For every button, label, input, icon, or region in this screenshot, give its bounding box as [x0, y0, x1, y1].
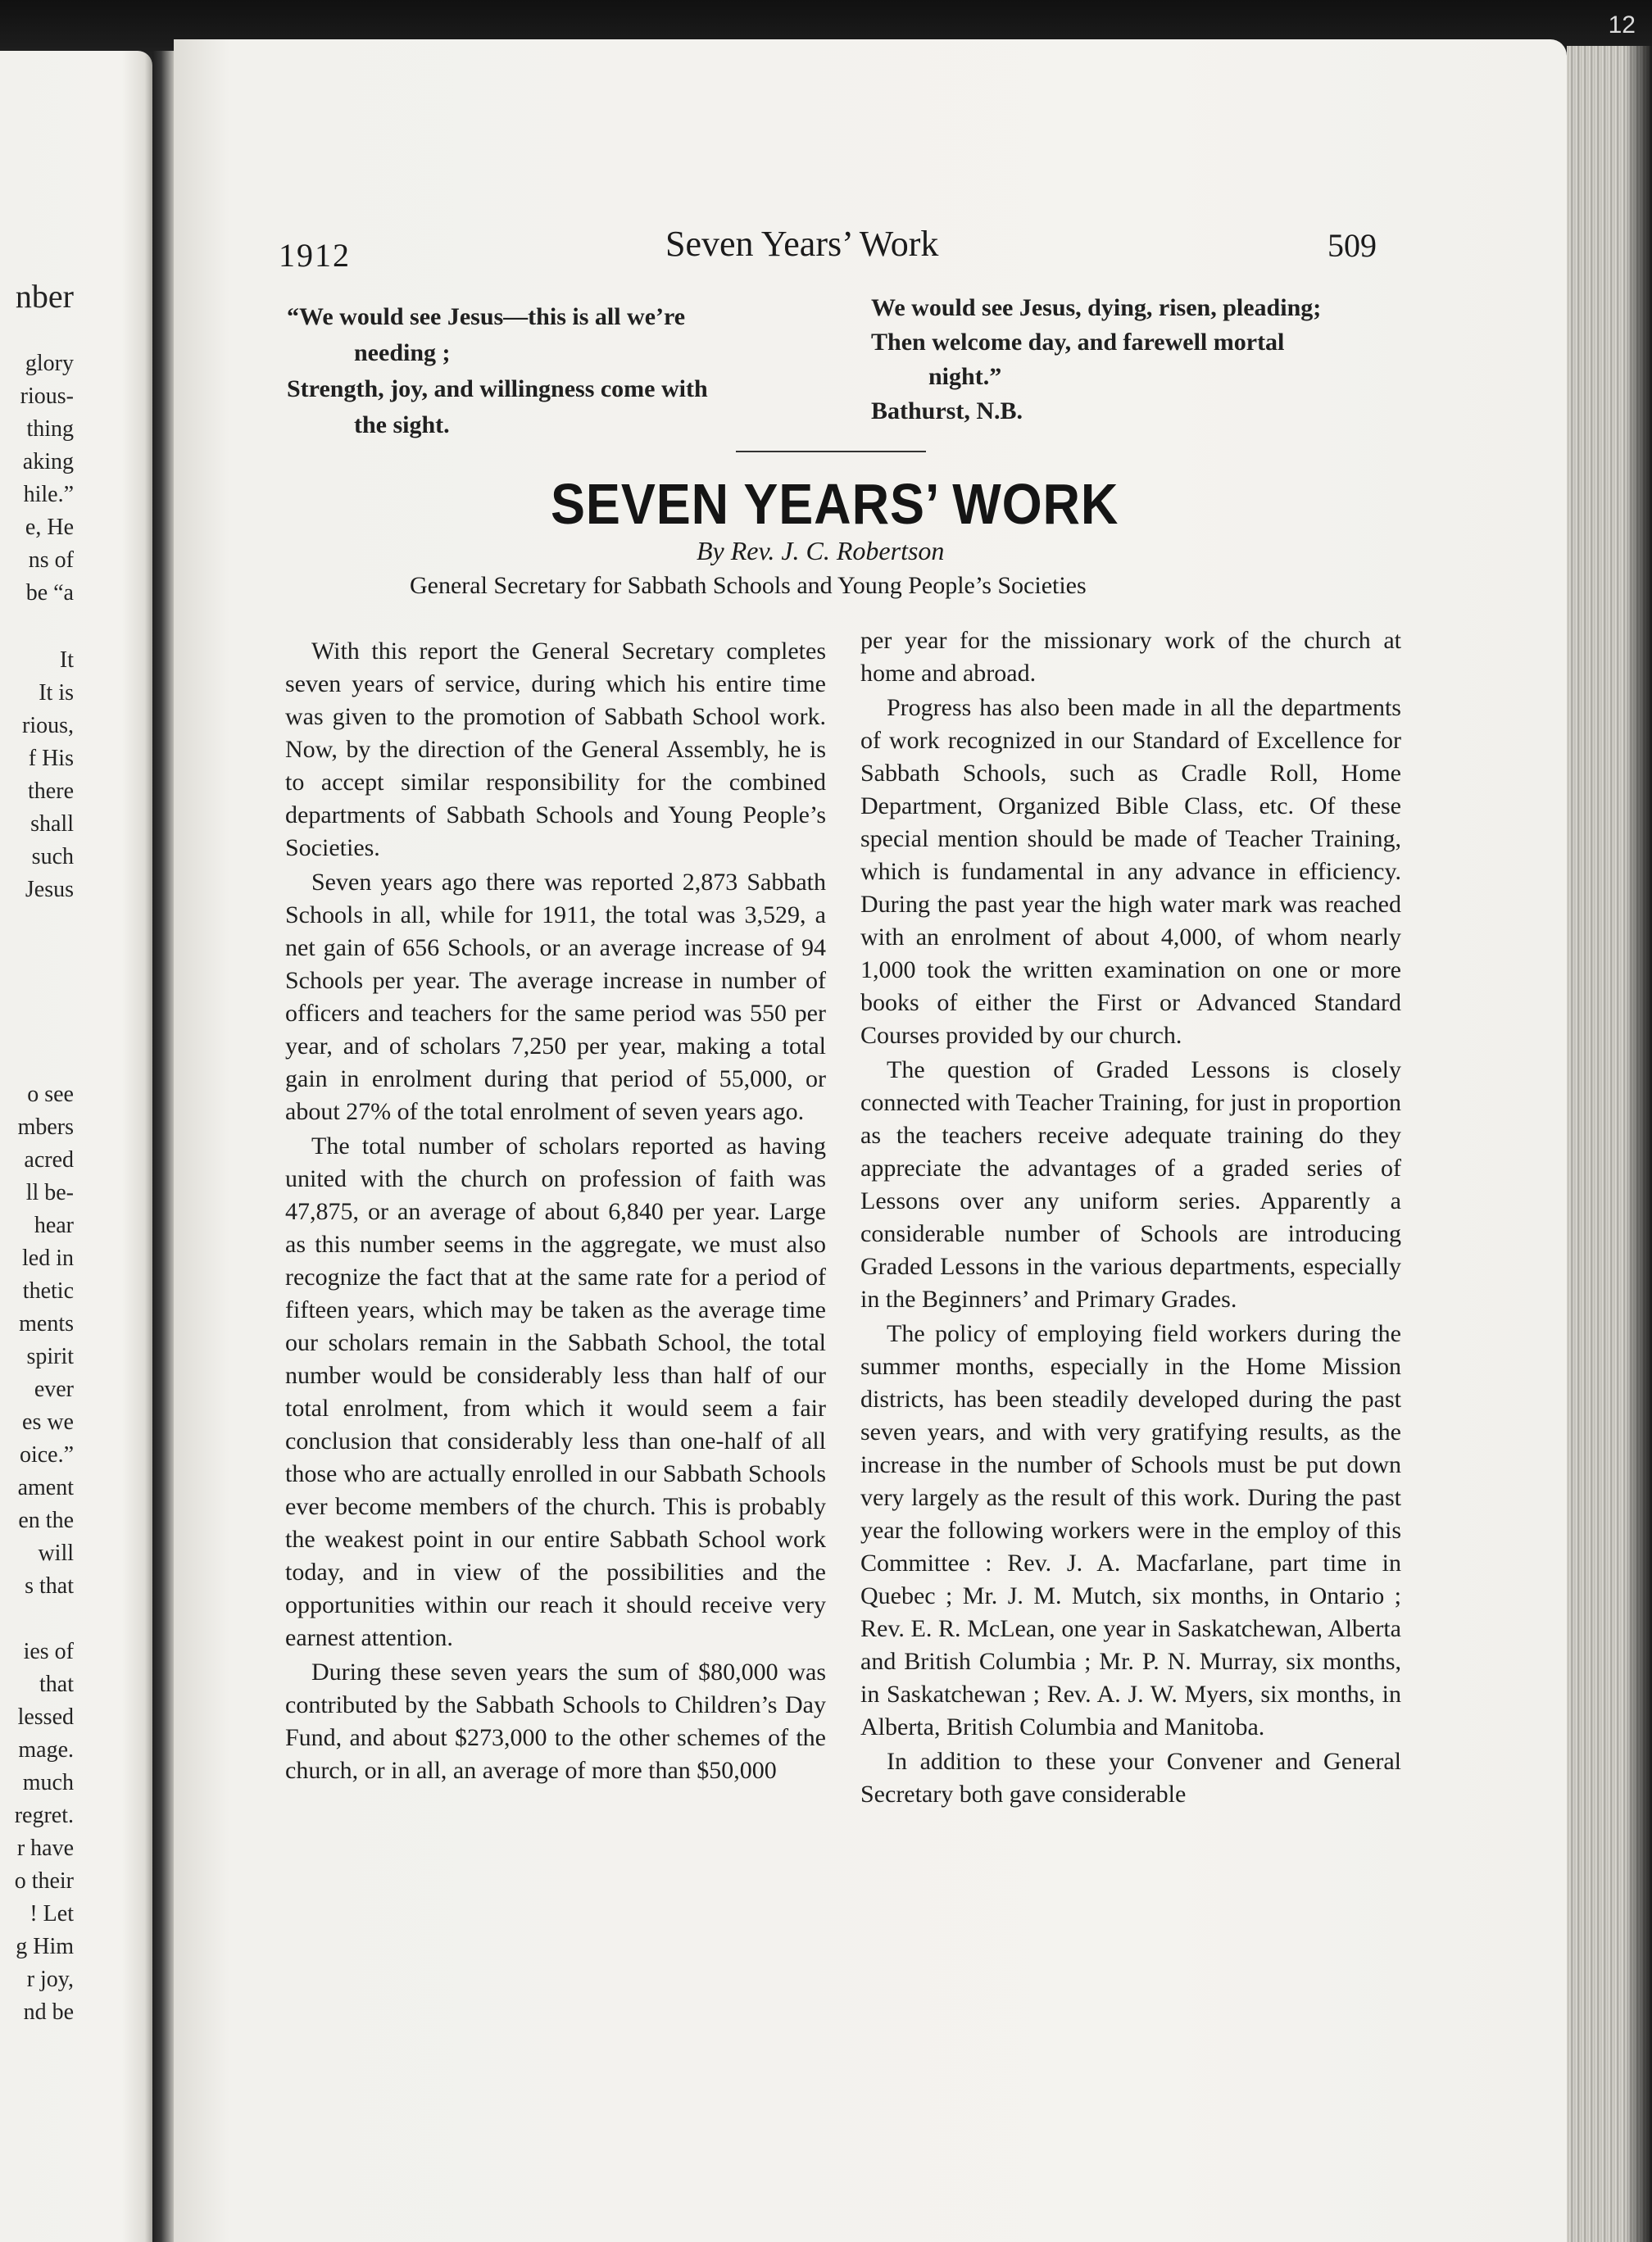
- left-page-word-fragment: ies of: [23, 1639, 74, 1664]
- poem-line: Then welcome day, and farewell mortal: [871, 329, 1285, 356]
- left-page-word-fragment: aking: [22, 449, 74, 474]
- running-head-year: 1912: [279, 237, 351, 274]
- left-page-word-fragment: nd be: [23, 1999, 74, 2025]
- left-page-word-fragment: that: [39, 1672, 74, 1697]
- article-title: SEVEN YEARS’ WORK: [551, 472, 1119, 536]
- section-divider: [736, 451, 926, 452]
- article-subtitle: General Secretary for Sabbath Schools and Young People’s Societies: [410, 572, 1087, 599]
- left-page-word-fragment: ll be-: [25, 1180, 74, 1205]
- left-page-word-fragment: r joy,: [26, 1967, 74, 1992]
- left-page-word-fragment: ments: [19, 1311, 74, 1337]
- poem-attribution: Bathurst, N.B.: [871, 397, 1023, 424]
- left-page-word-fragment: shall: [30, 811, 74, 837]
- left-page-word-fragment: glory: [25, 351, 74, 376]
- left-page-word-fragment: r have: [16, 1836, 74, 1861]
- left-page-word-fragment: acred: [24, 1147, 74, 1173]
- left-page-heading-fragment: nber: [15, 278, 74, 315]
- left-page-word-fragment: lessed: [17, 1704, 74, 1730]
- left-page-word-fragment: regret.: [14, 1803, 74, 1828]
- left-page-word-fragment: s that: [25, 1573, 74, 1599]
- body-paragraph: In addition to these your Convener and General Secretary both gave considerable: [860, 1748, 1401, 1808]
- body-paragraph: Progress has also been made in all the departments of work recognized in our Standard of Excellence for Sabbath Schools, such as Cradle Roll, Home Department, Organized Bible Class, etc. Of these special mention should be made of Teacher Training, which is fundamental in any advance in efficiency. During the past year the high water mark was reached with an enrolment of about 4,000, of whom nearly 1,000 took the written examination on one or more books of either the First or Advanced Standard Courses provided by our church.: [860, 694, 1401, 1049]
- left-page-word-fragment: Jesus: [25, 877, 74, 902]
- left-page-word-fragment: rious-: [20, 384, 74, 409]
- left-page-word-fragment: f His: [28, 746, 74, 771]
- body-paragraph: With this report the General Secretary completes seven years of service, during which his entire time was given to the promotion of Sabbath School work. Now, by the direction of the General Assembly, he is to accept similar responsibility for the combined departments of Sabbath Schools and Young People’s Societies.: [285, 638, 826, 861]
- left-page-word-fragment: e, He: [25, 515, 74, 540]
- body-paragraph: The total number of scholars reported as having united with the church on profession of faith was 47,875, or an average of about 6,840 per year. Large as this number seems in the aggregate, we must also recognize the fact that at the same rate for a period of fifteen years, which may be taken as the average time our scholars remain in the Sabbath School, the total number would be considerably less than half of our total enrolment, from which it would seem a fair conclusion that considerably less than one-half of all those who are actually enrolled in our Sabbath Schools ever become members of the church. This is probably the weakest point in our entire Sabbath School work today, and in view of the possibilities and the opportunities within our reach it should receive very earnest attention.: [285, 1132, 826, 1651]
- poem-line: night.”: [928, 363, 1002, 390]
- left-page-word-fragment: ever: [34, 1377, 74, 1402]
- page-edges-shadow: [1627, 46, 1652, 2242]
- poem-right-stanza: [871, 291, 1412, 429]
- left-page-word-fragment: mbers: [17, 1114, 74, 1140]
- left-page-word-fragment: hear: [34, 1213, 74, 1238]
- left-page-word-fragment: thing: [26, 416, 74, 442]
- body-paragraph: per year for the missionary work of the church at home and abroad.: [860, 627, 1401, 687]
- left-page-word-fragment: be “a: [25, 580, 74, 606]
- left-page-word-fragment: It: [59, 647, 74, 673]
- left-page-word-fragment: thetic: [22, 1278, 74, 1304]
- scan-corner-mark: 12: [1608, 11, 1636, 39]
- left-page-fragment: [0, 51, 152, 2242]
- body-paragraph: During these seven years the sum of $80,000 was contributed by the Sabbath Schools to Children’s Day Fund, and about $273,000 to the other schemes of the church, or in all, an average of more than $50,000: [285, 1659, 826, 1784]
- left-page-word-fragment: oice.”: [19, 1442, 74, 1468]
- left-page-word-fragment: mage.: [18, 1737, 74, 1763]
- poem-line: Strength, joy, and willingness come with: [287, 375, 708, 402]
- article-byline: By Rev. J. C. Robertson: [697, 536, 945, 565]
- left-page-word-fragment: o their: [14, 1868, 74, 1894]
- body-paragraph: The policy of employing field workers during the summer months, especially in the Home Mission districts, has been steadily developed during the past seven years, and with very gratifying results, as the increase in the number of Schools must be put down very largely as the result of this work. During the past year the following workers were in the employ of this Committee : Rev. J. A. Macfarlane, part time in Quebec ; Mr. J. M. Mutch, six months, in Ontario ; Rev. E. R. McLean, one year in Saskatchewan, Alberta and British Columbia ; Mr. P. N. Murray, six months, in Saskatchewan ; Rev. A. J. W. Myers, six months, in Alberta, British Columbia and Manitoba.: [860, 1320, 1401, 1740]
- left-page-word-fragment: It is: [39, 680, 74, 706]
- left-page-word-fragment: en the: [18, 1508, 74, 1533]
- left-page-word-fragment: much: [22, 1770, 74, 1795]
- left-page-word-fragment: ament: [17, 1475, 74, 1500]
- body-paragraph: The question of Graded Lessons is closely connected with Teacher Training, for just in proportion as the teachers receive adequate training do they appreciate the advantages of a graded series of Lessons over any uniform series. Apparently a considerable number of Schools are introducing Graded Lessons in the various departments, especially in the Beginners’ and Primary Grades.: [860, 1056, 1401, 1313]
- poem-line: the sight.: [354, 411, 450, 438]
- poem-line: “We would see Jesus—this is all we’re: [287, 303, 686, 330]
- body-column-left: [285, 635, 826, 1787]
- body-column-right: [860, 624, 1401, 1811]
- poem-line: needing ;: [354, 339, 451, 366]
- left-page-word-fragment: es we: [22, 1409, 74, 1435]
- left-page-word-fragment: rious,: [22, 713, 74, 738]
- left-page-word-fragment: there: [28, 778, 74, 804]
- left-page-word-fragment: ! Let: [30, 1901, 74, 1927]
- left-page-word-fragment: g Him: [16, 1934, 74, 1959]
- poem-left-stanza: [287, 299, 819, 443]
- left-page-word-fragment: ns of: [28, 547, 74, 573]
- poem-line: We would see Jesus, dying, risen, pleading;: [871, 294, 1322, 321]
- page-number: 509: [1328, 227, 1377, 264]
- left-page-word-fragment: o see: [27, 1082, 74, 1107]
- left-page-word-fragment: such: [31, 844, 74, 869]
- left-page-word-fragment: will: [38, 1541, 74, 1566]
- book-gutter: [152, 51, 174, 2242]
- body-paragraph: Seven years ago there was reported 2,873 Sabbath Schools in all, while for 1911, the total was 3,529, a net gain of 656 Schools, or an average increase of 94 Schools per year. The average increase in number of officers and teachers for the same period was 550 per year, and of scholars 7,250 per year, making a total gain in enrolment during that period of 55,000, or about 27% of the total enrolment of seven years ago.: [285, 869, 826, 1125]
- left-page-word-fragment: led in: [22, 1246, 74, 1271]
- left-page-word-fragment: hile.”: [23, 482, 74, 507]
- running-head-title: Seven Years’ Work: [665, 224, 939, 264]
- left-page-word-fragment: spirit: [26, 1344, 74, 1369]
